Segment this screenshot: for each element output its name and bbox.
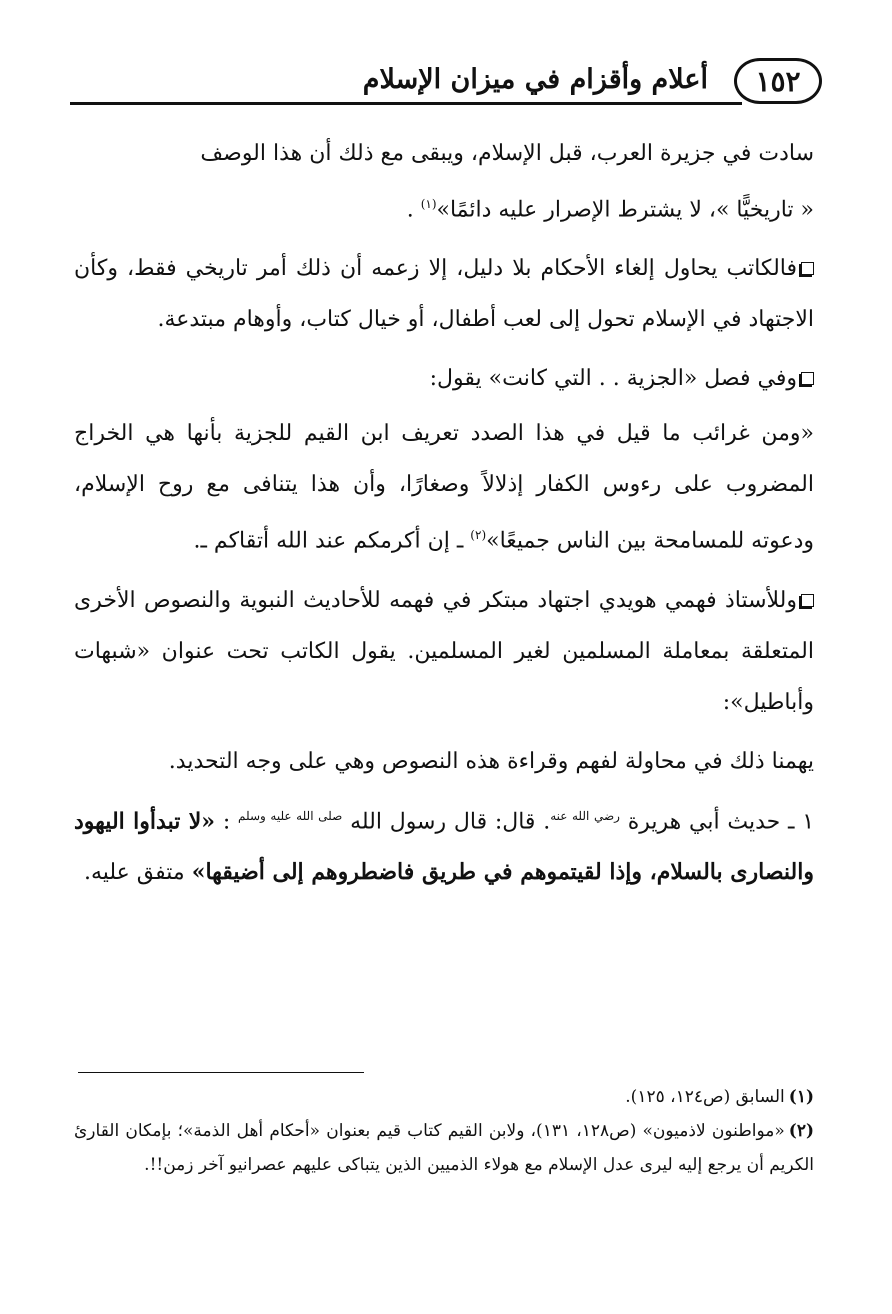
honorific-salallah: صلى الله عليه وسلم [238, 808, 343, 823]
paragraph-4-end: ـ إن أكرمكم عند الله أتقاكم ـ. [193, 528, 471, 554]
footnote-2 [74, 1114, 814, 1182]
paragraph-2-text: فالكاتب يحاول إلغاء الأحكام بلا دليل، إلا زعمه أن ذلك أمر تاريخي فقط، وكأن الاجتهاد في الإسلام تحول إلى لعب أطفال، أو خيال كتاب، وأوهام مبتدعة. [74, 256, 814, 333]
page-header [70, 52, 822, 114]
paragraph-1-end: . [406, 197, 421, 223]
page-number-badge: ١٥٢ [734, 58, 822, 104]
footnote-ref-1: (١) [420, 197, 437, 211]
footnote-number: (١) [788, 1087, 814, 1107]
hadith-quote: «لا تبدأوا اليهود والنصارى بالسلام، وإذا لقيتموهم في طريق فاضطروهم إلى أضيقها» [74, 807, 814, 885]
book-title: أعلام وأقزام في ميزان الإسلام [362, 64, 708, 95]
paragraph-4 [74, 408, 814, 566]
footnote-1 [74, 1080, 814, 1114]
paragraph-5-text: وللأستاذ فهمي هويدي اجتهاد مبتكر في فهمه للأحاديث النبوية والنصوص الأخرى المتعلقة بمعاملة المسلمين لغير المسلمين. يقول الكاتب تحت عنوان «شبهات وأباطيل»: [74, 587, 814, 715]
footnote-number: (٢) [788, 1121, 815, 1141]
footnote-text: السابق (ص١٢٤، ١٢٥). [625, 1087, 785, 1107]
honorific-radiallah: رضي الله عنه [550, 808, 620, 823]
square-bullet-icon [801, 372, 814, 385]
paragraph-1-line-2: « تاريخيًّا »، لا يشترط الإصرار عليه دائمًا» [436, 197, 814, 223]
page-body [74, 128, 814, 902]
square-bullet-icon [801, 262, 814, 275]
paragraph-1 [74, 128, 814, 235]
paragraph-7 [74, 791, 814, 898]
footnote-text: «مواطنون لاذميون» (ص١٢٨، ١٣١)، ولابن القيم كتاب قيم بعنوان «أحكام أهل الذمة»؛ بإمكان القارئ الكريم أن يرجع إليه ليرى عدل الإسلام مع هولاء الذميين الذين يتباكى عليهم عصرانيو آخر زمن!!. [74, 1121, 814, 1175]
footnote-ref-2: (٢) [470, 528, 487, 543]
paragraph-4-text: «ومن غرائب ما قيل في هذا الصدد تعريف ابن القيم للجزية بأنها هي الخراج المضروب على رءوس الكفار إذلالاً وصغارًا، وأن هذا يتنافى مع روح الإسلام، ودعوته للمسامحة بين الناس جميعًا» [74, 421, 814, 554]
paragraph-6-text: يهمنا ذلك في محاولة لفهم وقراءة هذه النصوص وهي على وجه التحديد. [168, 748, 814, 774]
paragraph-2 [74, 243, 814, 345]
square-bullet-icon [801, 594, 814, 607]
paragraph-7-mid: . قال: قال رسول الله [350, 808, 551, 834]
paragraph-1-line-1: سادت في جزيرة العرب، قبل الإسلام، ويبقى مع ذلك أن هذا الوصف [200, 141, 814, 166]
paragraph-3 [74, 353, 814, 404]
paragraph-7-start: ١ ـ حديث أبي هريرة [627, 808, 815, 834]
footnotes [74, 1080, 814, 1182]
paragraph-3-text: وفي فصل «الجزية . . التي كانت» يقول: [429, 366, 797, 392]
header-rule [70, 102, 742, 105]
paragraph-7-colon: : [215, 808, 238, 834]
footnote-rule [78, 1072, 364, 1073]
paragraph-6 [74, 736, 814, 787]
paragraph-7-end: متفق عليه. [83, 859, 192, 885]
paragraph-5 [74, 575, 814, 728]
